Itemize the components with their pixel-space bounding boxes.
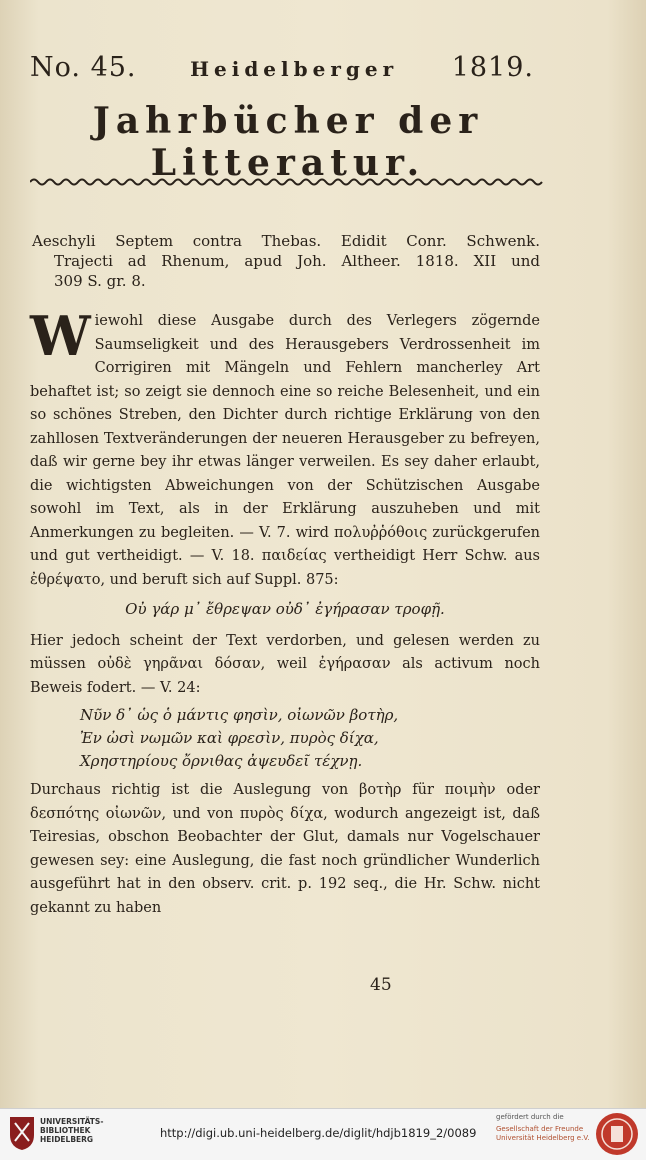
- sponsor-line: Universität Heidelberg e.V.: [496, 1134, 590, 1142]
- verse-line: Ἐν ὠσὶ νωμῶν καὶ φρεσὶν, πυρὸς δίχα,: [80, 729, 379, 747]
- sponsor-lead: gefördert durch die: [496, 1113, 564, 1121]
- paragraph-1-text: iewohl diese Ausgabe durch des Verlegers zögernde Saumseligkeit und des Herausgebers Verdrossenheit im Corrigiren mit Mängeln und Fehlern mancherley Art behaftet ist; so zeigt sie dennoch eine so reiche Belesenheit, und ein so schönes Streben, den Dichter durch richtige Erklärung von den zahllosen Textveränderungen der neueren Herausgeber zu befreyen, daß wir gerne bey ihr etwas länger verweilen. Es sey daher erlaubt, die wichtigsten Abweichungen von der Schützischen Ausgabe sowohl im Text, als in der Erklärung auszuheben und mit Anmerkungen zu begleiten. — V. 7. wird πολυῤῥόθοις zurückgerufen und gut vertheidigt. — V. 18. παιδείας vertheidigt Herr Schw. aus ἐθρέψατο, und beruft sich auf Suppl. 875:: [30, 313, 540, 588]
- review-line-1: Aeschyli Septem contra Thebas. Edidit Conr. Schwenk.: [32, 232, 540, 250]
- permalink-url[interactable]: http://digi.ub.uni-heidelberg.de/diglit/hdjb1819_2/0089: [160, 1126, 477, 1140]
- masthead: Heidelberger: [190, 57, 399, 81]
- header-row: [30, 52, 534, 92]
- verse-line: Νῦν δ᾽ ὡς ὁ μάντις φησὶν, οἰωνῶν βοτὴρ,: [80, 706, 399, 724]
- sponsor-line: Gesellschaft der Freunde: [496, 1125, 584, 1133]
- journal-title: Jahrbücher der Litteratur.: [92, 100, 484, 184]
- decorative-rule: [30, 177, 545, 187]
- university-shield-icon: [8, 1115, 36, 1151]
- review-line-2: Trajecti ad Rhenum, apud Joh. Altheer. 1818. XII und: [54, 252, 540, 270]
- year: 1819.: [451, 52, 534, 83]
- verse-quotation: Οὐ γάρ μ᾽ ἔθρεψαν οὐδ᾽ ἐγήρασαν τροφῇ.: [125, 600, 445, 618]
- verse-line: Χρηστηρίους ὄρνιθας ἀψευδεῖ τέχνῃ.: [80, 752, 363, 770]
- viewer-footer: [0, 1108, 646, 1160]
- verse-block: [80, 704, 540, 773]
- issue-number: No. 45.: [30, 52, 137, 83]
- review-heading: [32, 231, 540, 291]
- society-seal-icon: [594, 1111, 640, 1157]
- sponsor-credit: [496, 1113, 589, 1143]
- drop-cap: W: [30, 304, 91, 368]
- paragraph-1: [30, 304, 540, 592]
- page-number: 45: [370, 975, 392, 995]
- review-body: [30, 304, 540, 920]
- library-line: HEIDELBERG: [40, 1135, 94, 1144]
- review-line-3: 309 S. gr. 8.: [54, 272, 146, 290]
- library-line: UNIVERSITÄTS-: [40, 1117, 104, 1126]
- paragraph-2: Hier jedoch scheint der Text verdorben, und gelesen werden zu müssen οὐδὲ γηρᾶναι δόσαν, weil ἐγήρασαν als activum noch Beweis fodert. — V. 24:: [30, 632, 540, 696]
- library-name: [40, 1117, 103, 1144]
- paragraph-3: Durchaus richtig ist die Auslegung von βοτὴρ für ποιμὴν oder δεσπότης οἰωνῶν, und von πυρὸς δίχα, wodurch angezeigt ist, daß Teiresias, obschon Beobachter der Glut, damals nur Vogelschauer gewesen sey: eine Auslegung, die fast noch gründlicher Wunderlich ausgeführt hat in den observ. crit. p. 192 seq., die Hr. Schw. nicht gekannt zu haben: [30, 782, 540, 916]
- library-line: BIBLIOTHEK: [40, 1126, 91, 1135]
